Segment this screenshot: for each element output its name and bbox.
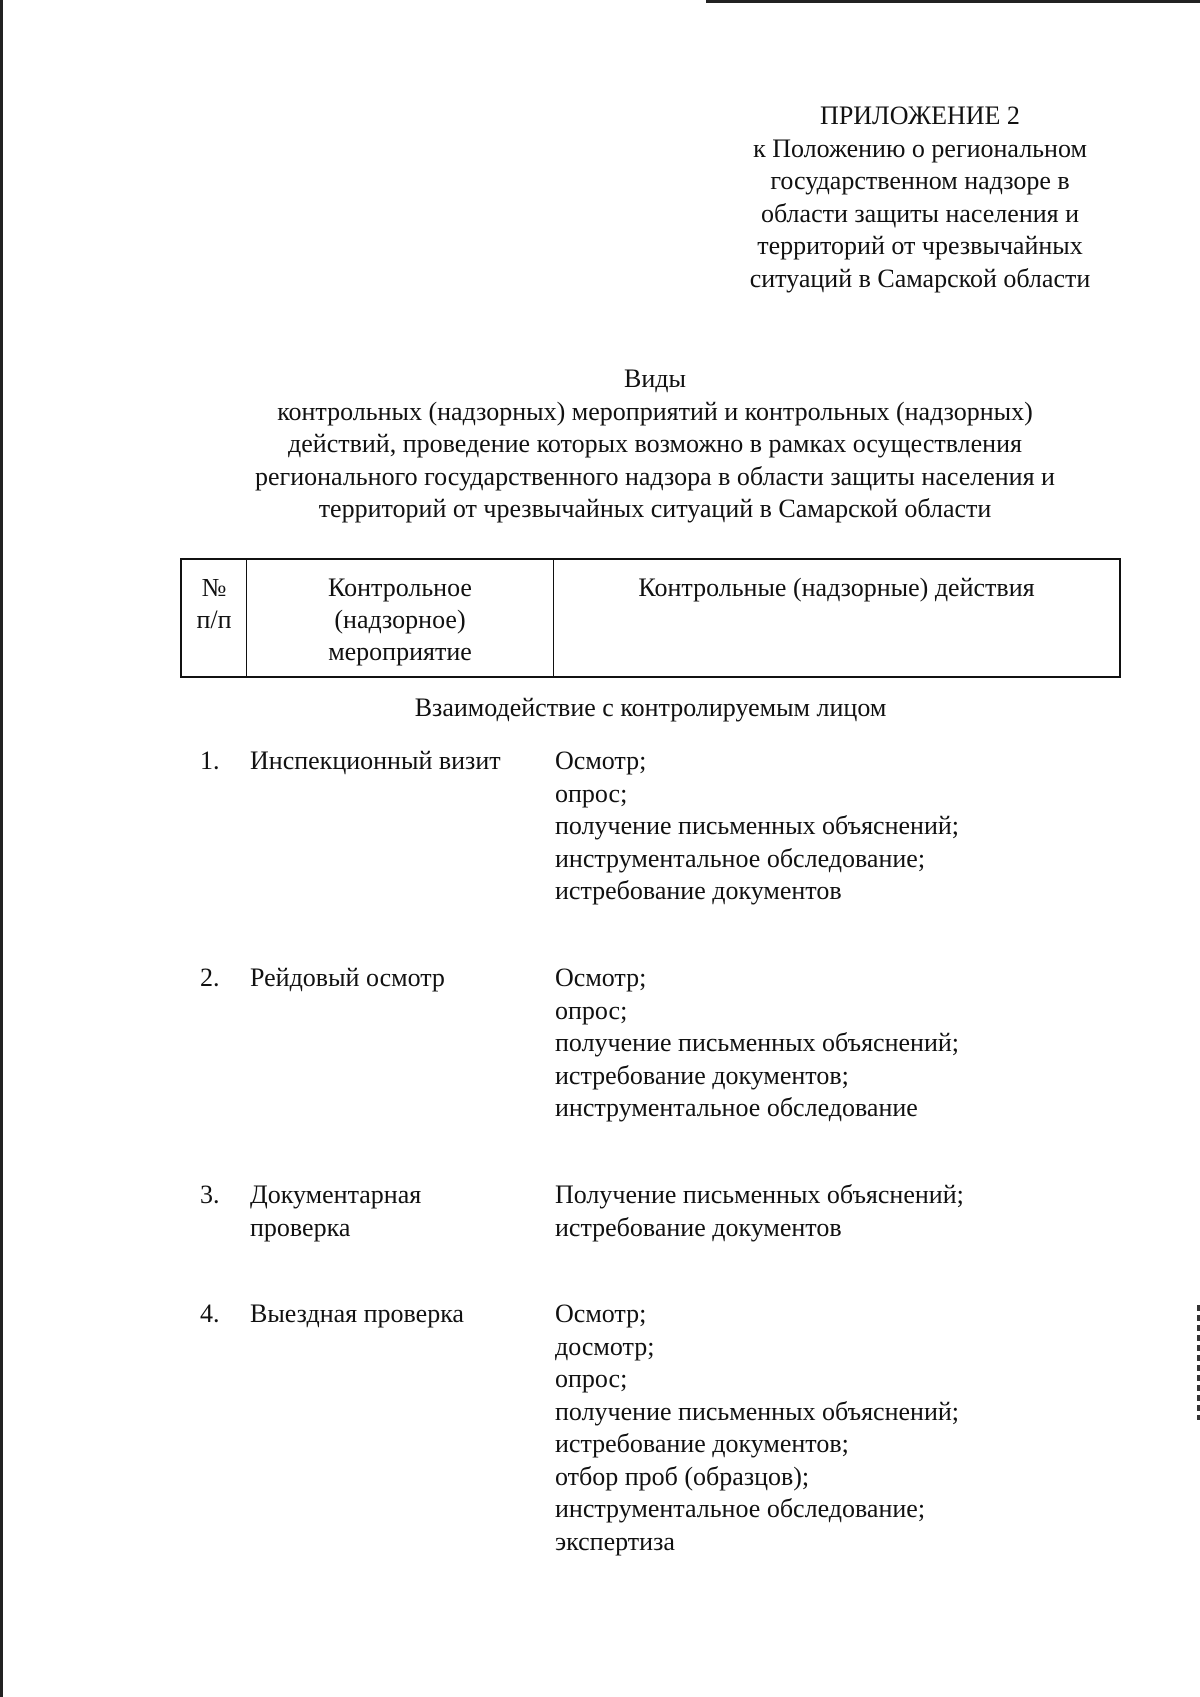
row-action-line: инструментальное обследование; (555, 1494, 926, 1523)
row-action-line: получение письменных объяснений; (555, 1028, 959, 1057)
appendix-title: ПРИЛОЖЕНИЕ 2 (820, 101, 1020, 130)
row-number: 3. (200, 1180, 220, 1209)
row-event (250, 962, 540, 995)
row-event-line: Выездная проверка (250, 1299, 464, 1328)
document-heading (160, 363, 1150, 526)
row-action-line: Получение письменных объяснений; (555, 1180, 964, 1209)
header-number-line: п/п (196, 605, 232, 634)
section-title: Взаимодействие с контролируемым лицом (414, 693, 887, 722)
row-action-line: опрос; (555, 1364, 628, 1393)
row-action-line: инструментальное обследование (555, 1093, 918, 1122)
appendix-line: ситуаций в Самарской области (749, 263, 1091, 293)
header-actions-line: Контрольные (надзорные) действия (638, 573, 1035, 602)
header-actions (554, 560, 1119, 676)
row-actions (555, 1179, 1115, 1244)
row-event (250, 745, 540, 778)
header-event (247, 560, 554, 676)
row-number: 2. (200, 963, 220, 992)
appendix-line: государственном надзоре в (770, 166, 1070, 196)
row-action-line: истребование документов; (555, 1429, 849, 1458)
row-actions (555, 745, 1115, 908)
header-number-line: № (201, 573, 227, 602)
scan-edge-left (0, 0, 3, 1697)
row-actions (555, 1298, 1115, 1558)
row-action-line: получение письменных объяснений; (555, 811, 959, 840)
appendix-line: территорий от чрезвычайных (757, 231, 1083, 261)
row-event-line: Инспекционный визит (250, 746, 501, 775)
heading-line: регионального государственного надзора в области защиты населения и (255, 461, 1055, 491)
row-event (250, 1179, 540, 1244)
header-event-line: Контрольное (328, 573, 472, 602)
header-number (182, 560, 247, 676)
heading-line: территорий от чрезвычайных ситуаций в Самарской области (318, 494, 992, 523)
row-action-line: Осмотр; (555, 1299, 647, 1328)
row-action-line: опрос; (555, 995, 628, 1025)
row-number: 1. (200, 746, 220, 775)
appendix-block (720, 100, 1120, 296)
row-action-line: получение письменных объяснений; (555, 1396, 959, 1426)
row-actions (555, 962, 1115, 1125)
row-event-line: проверка (250, 1212, 351, 1242)
table-header (180, 558, 1121, 678)
row-action-line: инструментальное обследование; (555, 843, 926, 873)
row-action-line: опрос; (555, 778, 628, 808)
row-action-line: Осмотр; (555, 746, 647, 775)
row-action-line: экспертиза (555, 1526, 675, 1556)
heading-line: действий, проведение которых возможно в рамках осуществления (288, 429, 1022, 458)
row-event-line: Рейдовый осмотр (250, 963, 445, 992)
appendix-line: области защиты населения и (760, 198, 1080, 228)
row-action-line: истребование документов (555, 876, 842, 905)
heading-line: Виды (624, 364, 686, 393)
row-action-line: Осмотр; (555, 963, 647, 992)
row-action-line: отбор проб (образцов); (555, 1461, 810, 1491)
row-action-line: истребование документов (555, 1212, 842, 1242)
header-event-line: мероприятие (328, 637, 472, 666)
scan-edge-top (706, 0, 1200, 3)
row-action-line: истребование документов; (555, 1060, 849, 1090)
row-event (250, 1298, 540, 1331)
row-action-line: досмотр; (555, 1331, 655, 1361)
heading-line: контрольных (надзорных) мероприятий и контрольных (надзорных) (277, 396, 1033, 426)
row-number: 4. (200, 1299, 220, 1328)
row-event-line: Документарная (250, 1180, 422, 1209)
header-event-line: (надзорное) (334, 605, 466, 634)
appendix-line: к Положению о региональном (753, 133, 1087, 163)
